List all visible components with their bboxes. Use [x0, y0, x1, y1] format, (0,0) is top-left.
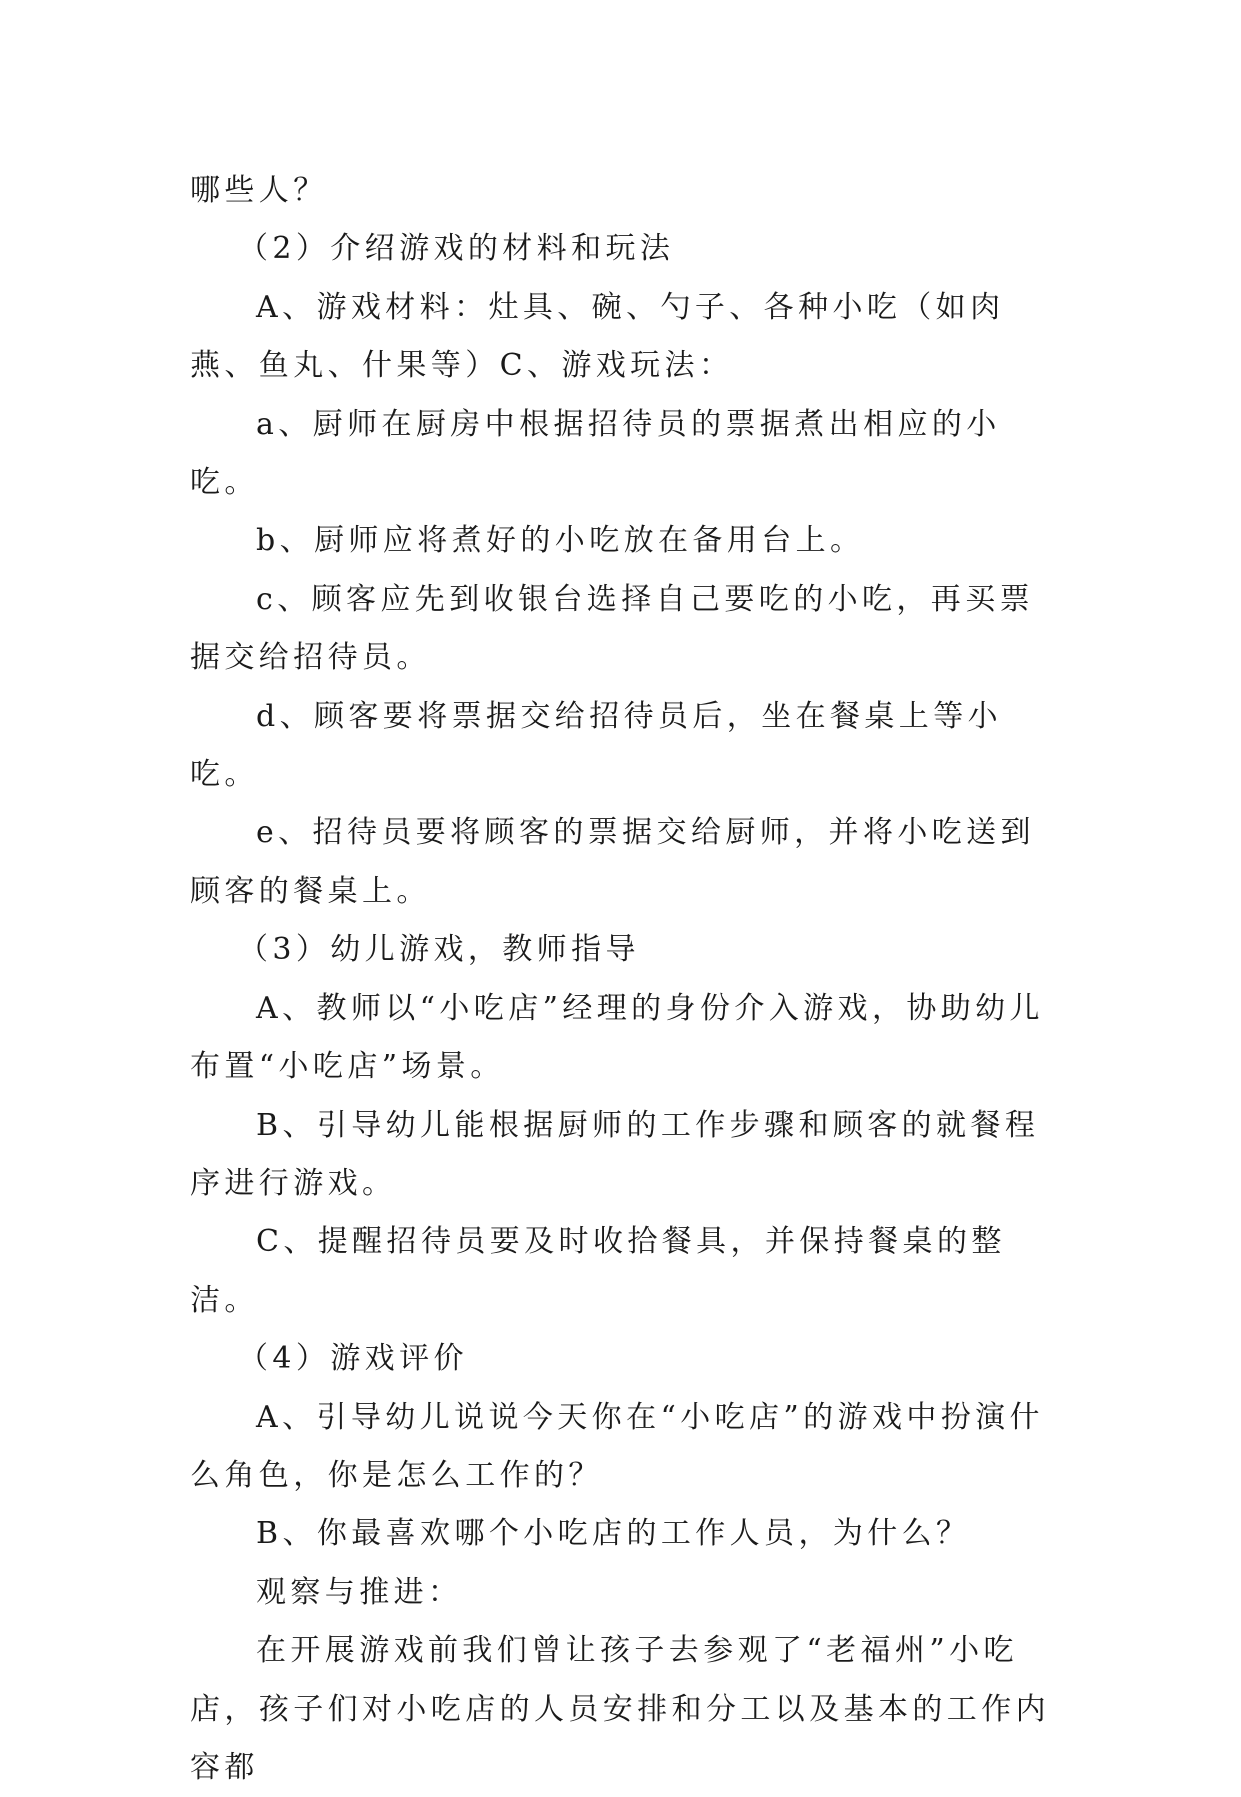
paragraph: 在开展游戏前我们曾让孩子去参观了“老福州”小吃店，孩子们对小吃店的人员安排和分工以及基本的工作内容都: [190, 1633, 1050, 1785]
paragraph: B、引导幼儿能根据厨师的工作步骤和顾客的就餐程序进行游戏。: [190, 1107, 1040, 1201]
paragraph: c、顾客应先到收银台选择自己要吃的小吃，再买票据交给招待员。: [190, 581, 1035, 676]
paragraph: b、厨师应将煮好的小吃放在备用台上。: [256, 523, 865, 559]
paragraph: 哪些人？: [190, 173, 328, 208]
section-heading: （3）幼儿游戏，教师指导: [238, 932, 640, 968]
paragraph: C、提醒招待员要及时收拾餐具，并保持餐桌的整洁。: [190, 1224, 1006, 1318]
section-heading: （4）游戏评价: [238, 1341, 468, 1377]
paragraph: A、教师以“小吃店”经理的身份介入游戏，协助幼儿布置“小吃店”场景。: [190, 990, 1044, 1085]
paragraph: d、顾客要将票据交给招待员后，坐在餐桌上等小吃。: [190, 698, 1003, 793]
section-heading: （2）介绍游戏的材料和玩法: [238, 231, 675, 267]
paragraph: A、游戏材料：灶具、碗、勺子、各种小吃（如肉燕、鱼丸、什果等）C、游戏玩法：: [190, 289, 1005, 384]
paragraph: 观察与推进：: [256, 1574, 463, 1610]
document-body: [190, 162, 1050, 1797]
paragraph: A、引导幼儿说说今天你在“小吃店”的游戏中扮演什么角色，你是怎么工作的？: [190, 1399, 1044, 1493]
paragraph: e、招待员要将顾客的票据交给厨师，并将小吃送到顾客的餐桌上。: [190, 815, 1035, 909]
paragraph: a、厨师在厨房中根据招待员的票据煮出相应的小吃。: [190, 406, 1001, 501]
paragraph: B、你最喜欢哪个小吃店的工作人员，为什么？: [256, 1516, 971, 1552]
